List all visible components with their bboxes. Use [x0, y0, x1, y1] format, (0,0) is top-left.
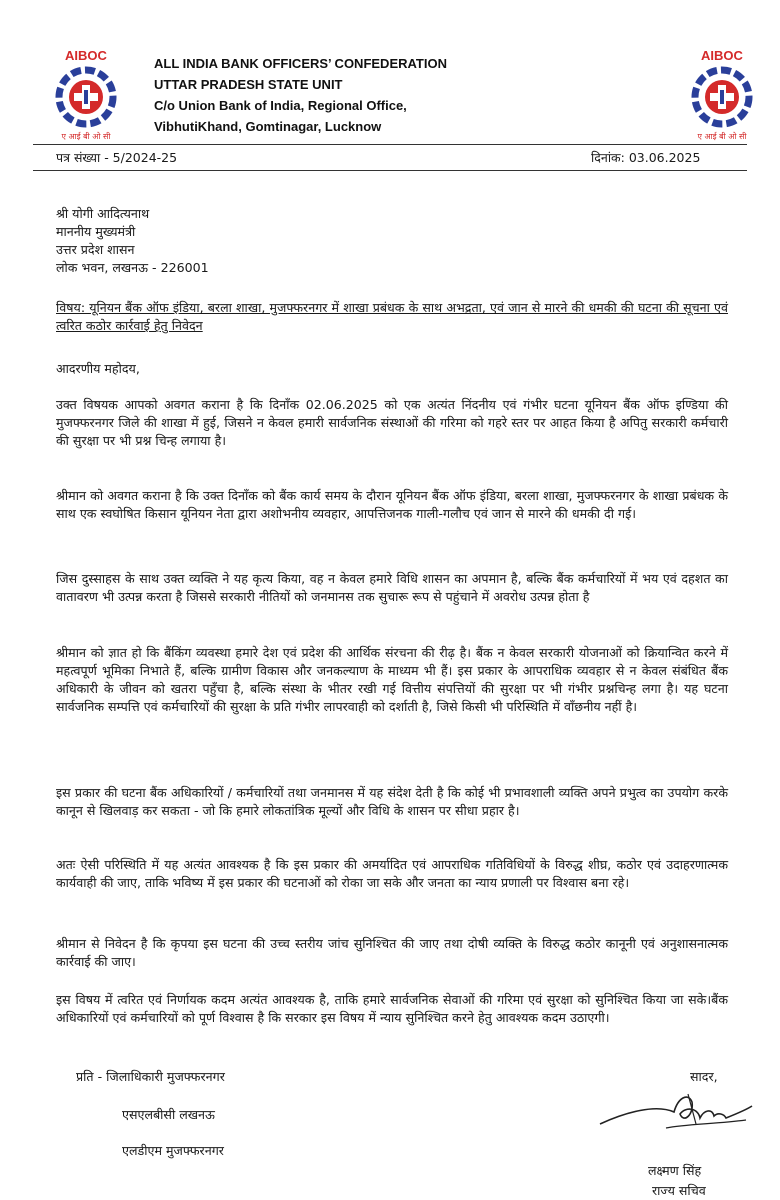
header-top-rule: [33, 144, 747, 145]
org-unit: UTTAR PRADESH STATE UNIT: [154, 77, 343, 92]
logo-label-text: AIBOC: [65, 48, 107, 63]
addressee-line: श्री योगी आदित्यनाथ: [56, 206, 150, 221]
copy-to-line: प्रति - जिलाधिकारी मुजफ्फरनगर: [76, 1069, 225, 1084]
org-name: ALL INDIA BANK OFFICERS’ CONFEDERATION: [154, 56, 447, 71]
body-paragraph: उक्त विषयक आपको अवगत कराना है कि दिनाँक 02.06.2025 को एक अत्यंत निंदनीय एवं गंभीर घटना यूनियन बैंक ऑफ इण्डिया की मुजफ्फरनगर जिले की शाखा में हुई, जिसने न केवल हमारी सार्वजनिक संस्थाओं की गरिमा को गहरे स्तर पर आहत किया है अपितु सरकारी कर्मचारी की सुरक्षा पर भी प्रश्न चिन्ह लगाया है।: [56, 397, 728, 448]
closing-regards: सादर,: [690, 1069, 718, 1084]
copy-to-line: एसएलबीसी लखनऊ: [122, 1107, 215, 1122]
letter-number: पत्र संख्या - 5/2024-25: [56, 150, 178, 165]
body-paragraph: इस विषय में त्वरित एवं निर्णायक कदम अत्यंत आवश्यक है, ताकि हमारे सार्वजनिक सेवाओं की गरिमा एवं सुरक्षा को सुनिश्चित किया जा सके।बैंक अधिकारियों एवं कर्मचारियों को पूर्ण विश्वास है कि सरकार इस विषय में न्याय सुनिश्चित करने हेतु आवश्यक कदम उठाएगी।: [56, 992, 728, 1025]
body-paragraph: इस प्रकार की घटना बैंक अधिकारियों / कर्मचारियों तथा जनमानस में यह संदेश देती है कि कोई भी प्रभावशाली व्यक्ति अपने प्रभुत्व का उपयोग करके कानून से खिलवाड़ कर सकता - जो कि हमारे लोकतांत्रिक मूल्यों और विधि के शासन पर सीधा प्रहार है।: [56, 785, 728, 818]
logo-label-text: AIBOC: [701, 48, 743, 63]
org-address-line1: C/o Union Bank of India, Regional Office,: [154, 98, 407, 113]
signatory-name: लक्ष्मण सिंह: [648, 1163, 702, 1178]
addressee-line: उत्तर प्रदेश शासन: [56, 242, 135, 257]
salutation: आदरणीय महोदय,: [56, 361, 140, 376]
signatory-designation: राज्य सचिव: [652, 1183, 706, 1198]
addressee-block: [56, 205, 209, 277]
copy-to-line: एलडीएम मुजफ्फरनगर: [122, 1143, 224, 1158]
logo-tagline: ए आई बी ओ सी: [61, 132, 111, 141]
addressee-line: माननीय मुख्यमंत्री: [56, 224, 136, 239]
body-paragraph: श्रीमान से निवेदन है कि कृपया इस घटना की उच्च स्तरीय जांच सुनिश्चित की जाए तथा दोषी व्यक्ति के विरुद्ध कठोर कानूनी एवं अनुशासनात्मक कार्रवाई की जाए।: [56, 936, 728, 969]
body-paragraph: श्रीमान को ज्ञात हो कि बैंकिंग व्यवस्था हमारे देश एवं प्रदेश की आर्थिक संरचना की रीढ़ है। बैंक न केवल सरकारी योजनाओं को क्रियान्वित करने में महत्वपूर्ण भूमिका निभाते हैं, बल्कि ग्रामीण विकास और जनकल्याण के माध्यम भी हैं। इस प्रकार के आपराधिक व्यवहार से न केवल संबंधित बैंक अधिकारी के जीवन को खतरा पहुँचा है, बल्कि संस्था के भीतर रखी गई वित्तीय संपत्तियों की सुरक्षा पर भी गंभीर प्रश्नचिन्ह लगा है। यह घटना सार्वजनिक सम्पत्ति एवं कर्मचारियों की सुरक्षा के प्रति गंभीर लापरवाही को दर्शाती है, जिसे किसी भी परिस्थिति में वाँछनीय नहीं है।: [56, 645, 728, 714]
aiboc-logo-right: [672, 44, 772, 144]
addressee-line: लोक भवन, लखनऊ - 226001: [56, 260, 209, 275]
signature-image: [596, 1084, 756, 1138]
body-paragraph: जिस दुस्साहस के साथ उक्त व्यक्ति ने यह कृत्य किया, वह न केवल हमारे विधि शासन का अपमान है, बल्कि बैंक कर्मचारियों में भय एवं दहशत का वातावरण भी उत्पन्न करता है जिससे सरकारी नीतियों को जनमानस तक सुचारू रूप से पहुंचाने में अवरोध उत्पन्न होता है: [56, 571, 728, 604]
letterhead: [154, 53, 447, 137]
body-paragraph: अतः ऐसी परिस्थिति में यह अत्यंत आवश्यक है कि इस प्रकार की अमर्यादित एवं आपराधिक गतिविधियों के विरुद्ध शीघ्र, कठोर एवं उदाहरणात्मक कार्यवाही की जाए, ताकि भविष्य में इस प्रकार की घटनाओं को रोका जा सके और जनता का न्याय प्रणाली पर विश्वास बना रहे।: [56, 857, 728, 890]
body-paragraph: श्रीमान को अवगत कराना है कि उक्त दिनाँक को बैंक कार्य समय के दौरान यूनियन बैंक ऑफ इंडिया, बरला शाखा, मुजफ्फरनगर के शाखा प्रबंधक के साथ एक स्वघोषित किसान यूनियन नेता द्वारा अशोभनीय व्यवहार, आपत्तिजनक गाली-गलौच एवं जान से मारने की धमकी दी गई।: [56, 488, 728, 521]
header-bottom-rule: [33, 170, 747, 171]
subject-line: विषय: यूनियन बैंक ऑफ इंडिया, बरला शाखा, मुजफ्फरनगर में शाखा प्रबंधक के साथ अभद्रता, एवं जान से मारने की धमकी की घटना की सूचना एवं त्वरित कठोर कार्रवाई हेतु निवेदन: [56, 300, 728, 333]
org-address-line2: VibhutiKhand, Gomtinagar, Lucknow: [154, 119, 382, 134]
letter-date: दिनांक: 03.06.2025: [591, 150, 701, 165]
aiboc-logo-left: [36, 44, 136, 144]
logo-tagline: ए आई बी ओ सी: [697, 132, 747, 141]
